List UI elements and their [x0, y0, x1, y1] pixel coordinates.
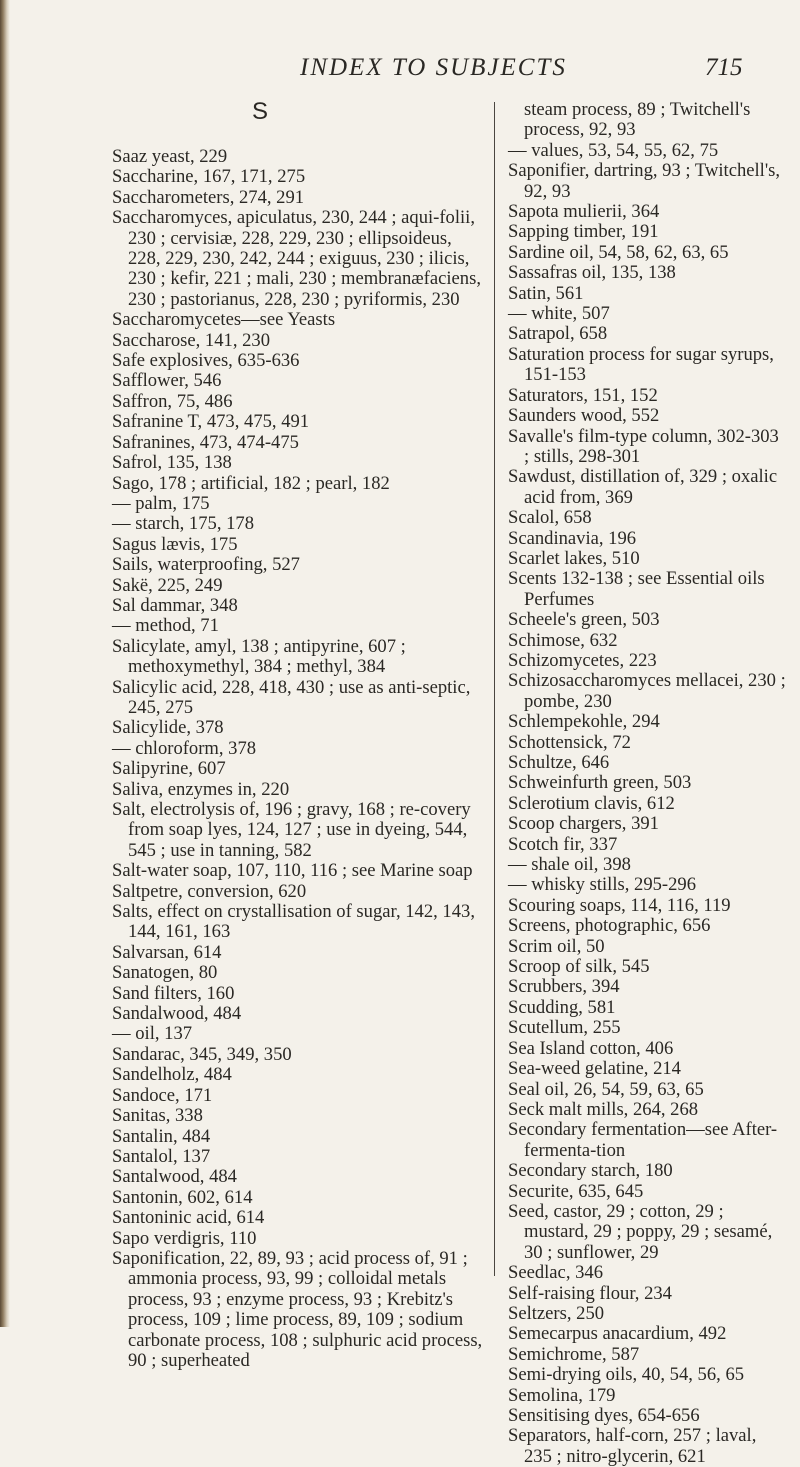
- index-entry: Saccharomyces, apiculatus, 230, 244 ; aqui-folii, 230 ; cervisiæ, 228, 229, 230 ; ellipsoideus, 228, 229, 230, 242, 244 ; exiguus, 230 ; ilicis, 230 ; kefir, 221 ; mali, 230 ; membranæfaciens, 230 ; pastorianus, 228, 230 ; pyriformis, 230: [112, 207, 481, 310]
- index-entry: Semichrome, 587: [508, 1343, 640, 1365]
- index-column-left: [112, 100, 484, 1371]
- index-entry: Saturators, 151, 152: [508, 384, 658, 406]
- index-entry: Salicylic acid, 228, 418, 430 ; use as anti-septic, 245, 275: [112, 676, 471, 718]
- index-entry: Sakë, 225, 249: [112, 574, 223, 596]
- left-entries: [112, 147, 484, 1371]
- index-entry: Satin, 561: [508, 282, 584, 304]
- column-divider: [494, 102, 495, 1276]
- index-entry: Sails, waterproofing, 527: [112, 554, 300, 576]
- index-entry: Sapping timber, 191: [508, 221, 659, 243]
- index-entry: Separators, half-corn, 257 ; laval, 235 ; nitro-glycerin, 621: [508, 1425, 757, 1467]
- index-entry: Sardine oil, 54, 58, 62, 63, 65: [508, 241, 729, 263]
- index-entry: Santalin, 484: [112, 1125, 211, 1147]
- index-entry: Scrubbers, 394: [508, 976, 620, 998]
- index-entry: Sandelholz, 484: [112, 1064, 232, 1086]
- index-entry: Schimose, 632: [508, 629, 618, 651]
- index-entry: Sandalwood, 484: [112, 1003, 242, 1025]
- index-entry: Scandinavia, 196: [508, 527, 637, 549]
- index-entry: Semolina, 179: [508, 1384, 616, 1406]
- index-entry: — palm, 175: [112, 492, 210, 514]
- index-entry: Saffron, 75, 486: [112, 390, 233, 412]
- index-entry: Sago, 178 ; artificial, 182 ; pearl, 182: [112, 472, 390, 494]
- index-entry: Saccharose, 141, 230: [112, 329, 271, 351]
- index-entry: Scroop of silk, 545: [508, 956, 650, 978]
- index-entry: Saturation process for sugar syrups, 151-153: [508, 343, 774, 386]
- index-entry: Sapota mulierii, 364: [508, 201, 660, 223]
- index-entry: Secondary starch, 180: [508, 1160, 673, 1182]
- index-entry: — starch, 175, 178: [112, 513, 255, 535]
- index-entry: Seed, castor, 29 ; cotton, 29 ; mustard, 29 ; poppy, 29 ; sesamé, 30 ; sunflower, 29: [508, 1200, 773, 1263]
- index-entry: Scrim oil, 50: [508, 935, 605, 957]
- index-entry: Sanatogen, 80: [112, 962, 218, 984]
- index-entry: Salicylide, 378: [112, 717, 224, 739]
- index-entry: Sawdust, distillation of, 329 ; oxalic acid from, 369: [508, 466, 778, 508]
- index-entry: Seck malt mills, 264, 268: [508, 1098, 699, 1120]
- index-entry: Safflower, 546: [112, 370, 222, 392]
- running-head: INDEX TO SUBJECTS: [300, 54, 567, 81]
- index-entry: Scoop chargers, 391: [508, 813, 659, 835]
- index-entry: — values, 53, 54, 55, 62, 75: [508, 139, 719, 161]
- index-entry: Saponification, 22, 89, 93 ; acid process of, 91 ; ammonia process, 93, 99 ; colloidal metals process, 93 ; enzyme process, 93 ; Krebitz's process, 109 ; lime process, 89, 109 ; sodium carbonate process, 108 ; sulphuric acid process, 90 ; superheated: [112, 1247, 483, 1371]
- index-entry: Self-raising flour, 234: [508, 1282, 672, 1304]
- index-entry: Santalwood, 484: [112, 1166, 237, 1188]
- index-entry: Schlempekohle, 294: [508, 711, 660, 733]
- page-number: 715: [705, 54, 743, 81]
- index-entry: Santonin, 602, 614: [112, 1186, 253, 1208]
- index-entry: Sclerotium clavis, 612: [508, 792, 675, 814]
- index-entry: Salipyrine, 607: [112, 758, 226, 780]
- index-entry: Santalol, 137: [112, 1145, 211, 1167]
- index-entry: Schizomycetes, 223: [508, 649, 657, 671]
- index-entry: Schweinfurth green, 503: [508, 772, 692, 794]
- index-entry: Sand filters, 160: [112, 982, 235, 1004]
- index-entry: Sanitas, 338: [112, 1105, 203, 1127]
- index-entry: Salt-water soap, 107, 110, 116 ; see Marine soap: [112, 860, 473, 882]
- index-entry: Semi-drying oils, 40, 54, 56, 65: [508, 1364, 745, 1386]
- index-entry: Saccharometers, 274, 291: [112, 186, 305, 208]
- section-letter: S: [252, 98, 269, 125]
- index-entry: Sea-weed gelatine, 214: [508, 1058, 681, 1080]
- index-entry: — shale oil, 398: [508, 854, 631, 876]
- index-entry: Scudding, 581: [508, 996, 616, 1018]
- index-entry: Santoninic acid, 614: [112, 1207, 265, 1229]
- index-entry: Schultze, 646: [508, 752, 610, 773]
- index-entry: Saunders wood, 552: [508, 405, 660, 427]
- index-entry: — oil, 137: [112, 1023, 193, 1045]
- index-entry: Schizosaccharomyces mellacei, 230 ; pombe, 230: [508, 670, 786, 712]
- index-entry: Sapo verdigris, 110: [112, 1227, 257, 1249]
- page-binding-edge: [0, 0, 10, 1327]
- index-entry: Safe explosives, 635-636: [112, 350, 300, 372]
- index-entry: Sensitising dyes, 654-656: [508, 1405, 700, 1426]
- index-entry: Salicylate, amyl, 138 ; antipyrine, 607 ; methoxymethyl, 384 ; methyl, 384: [112, 635, 406, 678]
- index-entry: — white, 507: [508, 303, 610, 325]
- index-entry: Sagus lævis, 175: [112, 533, 238, 555]
- index-entry: Sassafras oil, 135, 138: [508, 262, 676, 284]
- index-entry: Salvarsan, 614: [112, 941, 222, 963]
- index-entry-continuation: steam process, 89 ; Twitchell's process, 92, 93: [524, 99, 751, 141]
- index-entry: Sandoce, 171: [112, 1084, 213, 1106]
- index-entry: Scalol, 658: [508, 507, 592, 529]
- index-entry: Sal dammar, 348: [112, 594, 238, 616]
- index-entry: Seedlac, 346: [508, 1262, 604, 1284]
- index-entry: Savalle's film-type column, 302-303 ; stills, 298-301: [508, 425, 779, 467]
- index-entry: Scheele's green, 503: [508, 609, 660, 631]
- index-column-right: [508, 100, 786, 1467]
- index-entry: Scotch fir, 337: [508, 833, 618, 855]
- index-entry: Salt, electrolysis of, 196 ; gravy, 168 ; re-covery from soap lyes, 124, 127 ; use in dyeing, 544, 545 ; use in tanning, 582: [112, 799, 471, 861]
- index-entry: Screens, photographic, 656: [508, 915, 711, 937]
- index-entry: Securite, 635, 645: [508, 1180, 644, 1202]
- index-entry: Scutellum, 255: [508, 1017, 621, 1039]
- index-entry: Saaz yeast, 229: [112, 146, 228, 167]
- index-entry: Seltzers, 250: [508, 1302, 605, 1324]
- index-entry: Saltpetre, conversion, 620: [112, 880, 307, 902]
- index-entry: Satrapol, 658: [508, 323, 608, 345]
- index-entry: Saponifier, dartring, 93 ; Twitchell's, 92, 93: [508, 160, 781, 202]
- index-entry: Safrol, 135, 138: [112, 452, 232, 474]
- index-entry: Safranine T, 473, 475, 491: [112, 411, 310, 433]
- index-entry: Safranines, 473, 474-475: [112, 431, 299, 453]
- index-entry: Scarlet lakes, 510: [508, 547, 640, 569]
- index-entry: — whisky stills, 295-296: [508, 874, 697, 896]
- index-entry: — method, 71: [112, 615, 219, 637]
- index-entry: Scents 132-138 ; see Essential oils Perfumes: [508, 568, 765, 610]
- index-entry: Saccharomycetes—see Yeasts: [112, 309, 336, 331]
- index-entry: Saliva, enzymes in, 220: [112, 778, 290, 800]
- index-entry: Saccharine, 167, 171, 275: [112, 166, 306, 188]
- index-entry: Semecarpus anacardium, 492: [508, 1323, 727, 1345]
- page-header: [0, 46, 800, 86]
- index-entry: Sea Island cotton, 406: [508, 1037, 674, 1059]
- index-entry: Schottensick, 72: [508, 731, 631, 753]
- index-entry: — chloroform, 378: [112, 737, 257, 759]
- index-entry: Sandarac, 345, 349, 350: [112, 1043, 292, 1065]
- index-entry: Seal oil, 26, 54, 59, 63, 65: [508, 1078, 704, 1100]
- index-entry: Scouring soaps, 114, 116, 119: [508, 894, 731, 916]
- index-entry: Secondary fermentation—see After-fermenta-tion: [508, 1119, 778, 1161]
- index-entry: Salts, effect on crystallisation of sugar, 142, 143, 144, 161, 163: [112, 901, 475, 943]
